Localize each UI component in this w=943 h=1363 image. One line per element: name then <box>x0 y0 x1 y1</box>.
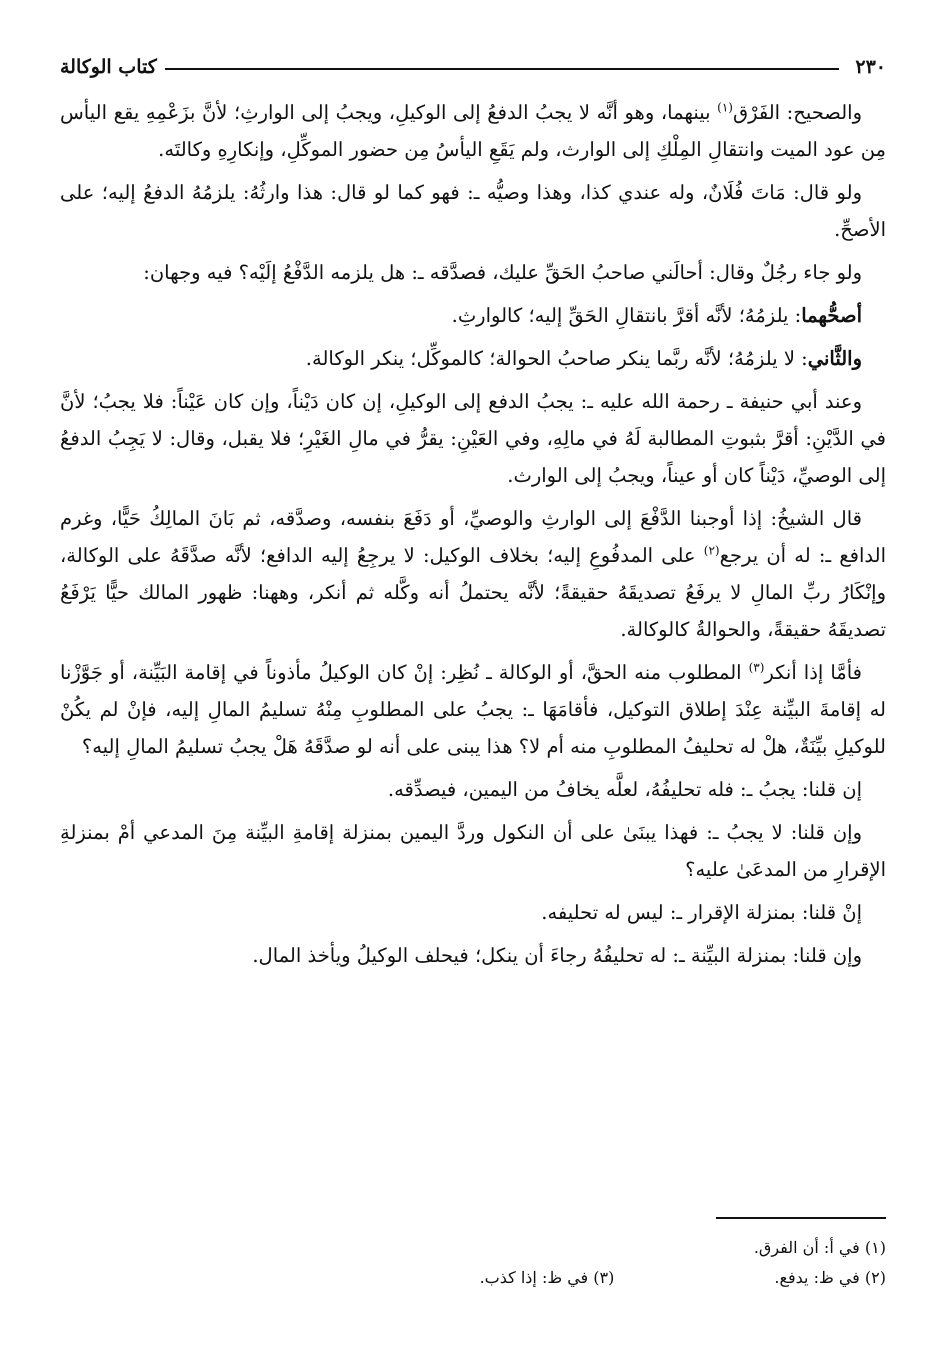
text-segment: ولو جاء رجُلٌ وقال: أحالَني صاحبُ الحَقِّ عليك، فصدَّقه ـ: هل يلزمه الدَّفْعُ إلَيْه؟ فيه وجهان: <box>143 261 862 284</box>
paragraph-p12 <box>60 937 886 974</box>
footnote-row <box>60 1233 886 1263</box>
footnote-row <box>60 1263 886 1293</box>
footnote-3: (٣) في ظ: إذا كذب. <box>479 1268 615 1287</box>
paragraph-p2 <box>60 174 886 248</box>
paragraph-p5 <box>60 340 886 377</box>
paragraph-p1 <box>60 94 886 168</box>
paragraph-p8 <box>60 654 886 765</box>
footnote-1: (١) في أ: أن الفرق. <box>753 1238 886 1257</box>
footnotes <box>60 1233 886 1293</box>
footnote-ref: (١) <box>717 100 733 115</box>
paragraph-p4 <box>60 297 886 334</box>
text-segment: : يلزمُهُ؛ لأنَّه أقرَّ بانتقالِ الحَقِّ إليه؛ كالوارثِ. <box>451 304 802 327</box>
paragraph-p11 <box>60 894 886 931</box>
text-segment: وإن قلنا: بمنزلة البيِّنة ـ: له تحليفُهُ رجاءَ أن ينكل؛ فيحلف الوكيلُ ويأخذ المال. <box>252 944 862 967</box>
text-segment: على المدفُوعِ إليه؛ بخلاف الوكيل: لا يرجِعُ إليه الدافع؛ لأنَّه صدَّقَهُ على الوكالة، وإنْكَارُ ربِّ المالِ لا يرفَعُ تصديقَهُ حقيقةً؛ لأنَّه يحتملُ أنه وكَّله ثم أنكر، وههنا: ظهور المالك حيًّا يَرْفَعُ تصديقَهُ حقيقةً، والحوالةُ كالوكالة. <box>60 544 886 641</box>
text-segment: وإن قلنا: لا يجبُ ـ: فهذا يبنَىٰ على أن النكول وردَّ اليمين بمنزلة إقامةِ البيِّنة مِنَ المدعي أمْ بمنزلةِ الإقرارِ من المدعَىٰ عليه؟ <box>60 821 886 881</box>
page-number: ٢٣٠ <box>855 56 886 78</box>
header-rule <box>165 68 840 70</box>
paragraph-p3 <box>60 254 886 291</box>
text-segment: المطلوب منه الحقَّ، أو الوكالة ـ نُظِر: إنْ كان الوكيلُ مأذوناً في إقامة البَيِّنة، أو جَوَّزْنا له إقامةَ البيِّنة عِنْدَ إطلاق التوكيل، فأقامَهَا ـ: يجبُ على المطلوبِ مِنْهُ تسليمُ المالِ إليه، فإنْ لم يكُنْ للوكيلِ بيِّنَةٌ، هلْ له تحليفُ المطلوبِ منه أم لا؟ هذا يبنى على أنه لو صدَّقَهُ هَلْ يجبُ تسليمُ المالِ إليه؟ <box>60 661 886 758</box>
text-segment: والصحيح: الفَرْق <box>732 101 862 124</box>
running-header <box>60 50 886 84</box>
text-segment: إن قلنا: يجبُ ـ: فله تحليفُهُ، لعلَّه يخافُ من اليمين، فيصدِّقه. <box>387 778 862 801</box>
bold-term: أصحُّهما <box>801 304 862 327</box>
bold-term: والثَّاني <box>807 347 862 370</box>
footnote-separator <box>716 1217 886 1219</box>
text-segment: قال الشيخُ: إذا أوجبنا الدَّفْعَ إلى الوارثِ والوصيِّ، أو دَفَعَ بنفسه، وصدَّقه، ثم بَانَ المالِكُ حَيًّا، وغرم الدافع ـ: له أن يرجع <box>60 507 886 567</box>
footnote-ref: (٢) <box>703 543 720 558</box>
text-segment: ولو قال: مَاتَ فُلَانٌ، وله عندي كذا، وهذا وصيُّه ـ: فهو كما لو قال: هذا وارثُهُ: يلزمُهُ الدفعُ إليه؛ على الأصحِّ. <box>60 181 886 241</box>
paragraph-p6 <box>60 383 886 494</box>
footnote-2: (٢) في ظ: يدفع. <box>774 1268 886 1287</box>
paragraph-p9 <box>60 771 886 808</box>
body-text <box>60 94 886 974</box>
text-segment: فأمَّا إذا أنكر <box>764 661 862 684</box>
text-segment: إنْ قلنا: بمنزلة الإقرار ـ: ليس له تحليفه. <box>541 901 862 924</box>
paragraph-p7 <box>60 500 886 648</box>
book-page <box>60 50 886 1340</box>
text-segment: بينهما، وهو أنَّه لا يجبُ الدفعُ إلى الوكيلِ، ويجبُ إلى الوارثِ؛ لأنَّ بزَعْمِهِ يقع اليأس مِن عود الميت وانتقالِ المِلْكِ إلى الوارث، ولم يَقَعِ اليأسُ مِن حضور الموكِّلِ، وإنكارِهِ وكالتَه. <box>60 101 886 161</box>
paragraph-p10 <box>60 814 886 888</box>
text-segment: : لا يلزمُهُ؛ لأنَّه ربَّما ينكر صاحبُ الحوالة؛ كالموكِّل؛ ينكر الوكالة. <box>305 347 808 370</box>
chapter-title: كتاب الوكالة <box>60 56 157 78</box>
footnote-ref: (٣) <box>748 660 765 675</box>
text-segment: وعند أبي حنيفة ـ رحمة الله عليه ـ: يجبُ الدفع إلى الوكيلِ، إن كان دَيْناً، وإن كان عَيْناً: فلا يجبُ؛ لأنَّ في الدَّيْنِ: أقرَّ بثبوتِ المطالبة لَهُ في مالِهِ، وفي العَيْنِ: يقرُّ في مالِ الغَيْرِ؛ فلا يقبل، وقال: لا يَجِبُ الدفعُ إلى الوصيِّ، دَيْناً كان أو عيناً، ويجبُ إلى الوارث. <box>60 390 886 487</box>
